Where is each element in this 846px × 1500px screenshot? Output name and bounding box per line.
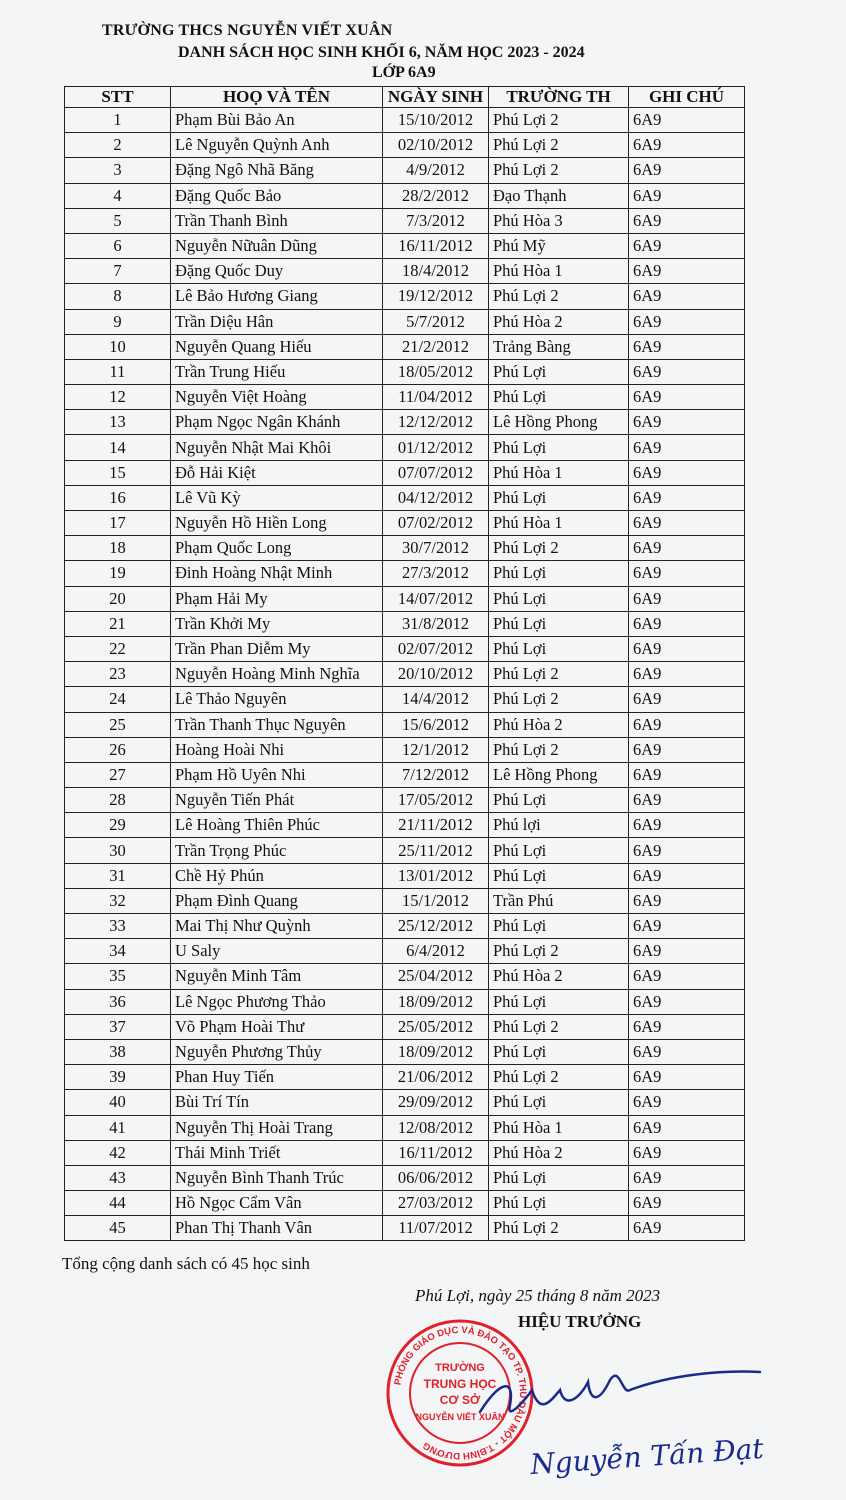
table-row (65, 435, 745, 460)
cell-school: Phú Mỹ (489, 233, 629, 258)
cell-stt: 20 (65, 586, 171, 611)
cell-note: 6A9 (629, 133, 745, 158)
column-header-school: TRƯỜNG TH (489, 87, 629, 108)
cell-name: Lê Ngọc Phương Thảo (171, 989, 383, 1014)
cell-school: Phú Lợi 2 (489, 737, 629, 762)
cell-name: Đỗ Hải Kiệt (171, 460, 383, 485)
cell-stt: 16 (65, 485, 171, 510)
cell-dob: 15/10/2012 (383, 108, 489, 133)
cell-school: Phú Hòa 2 (489, 309, 629, 334)
cell-note: 6A9 (629, 284, 745, 309)
cell-dob: 16/11/2012 (383, 1140, 489, 1165)
cell-dob: 25/12/2012 (383, 914, 489, 939)
cell-name: Trần Thanh Bình (171, 208, 383, 233)
cell-note: 6A9 (629, 737, 745, 762)
cell-school: Phú Lợi (489, 838, 629, 863)
cell-dob: 7/3/2012 (383, 208, 489, 233)
cell-school: Phú Lợi (489, 1090, 629, 1115)
table-row (65, 888, 745, 913)
cell-name: Hoàng Hoài Nhi (171, 737, 383, 762)
cell-dob: 14/07/2012 (383, 586, 489, 611)
cell-stt: 45 (65, 1216, 171, 1241)
cell-school: Phú Hòa 2 (489, 1140, 629, 1165)
cell-dob: 11/07/2012 (383, 1216, 489, 1241)
cell-dob: 20/10/2012 (383, 662, 489, 687)
table-row (65, 1039, 745, 1064)
cell-note: 6A9 (629, 1090, 745, 1115)
cell-school: Phú Lợi (489, 636, 629, 661)
cell-dob: 31/8/2012 (383, 611, 489, 636)
cell-dob: 18/4/2012 (383, 259, 489, 284)
cell-name: Nguyễn Thị Hoài Trang (171, 1115, 383, 1140)
cell-dob: 25/05/2012 (383, 1014, 489, 1039)
school-name: TRƯỜNG THCS NGUYỄN VIẾT XUÂN (102, 22, 393, 39)
cell-school: Lê Hồng Phong (489, 762, 629, 787)
cell-dob: 30/7/2012 (383, 536, 489, 561)
cell-note: 6A9 (629, 208, 745, 233)
cell-school: Phú Hòa 1 (489, 511, 629, 536)
cell-dob: 27/3/2012 (383, 561, 489, 586)
cell-stt: 25 (65, 712, 171, 737)
cell-note: 6A9 (629, 359, 745, 384)
table-row (65, 1090, 745, 1115)
cell-name: U Saly (171, 939, 383, 964)
table-row (65, 410, 745, 435)
cell-school: Phú Lợi (489, 485, 629, 510)
table-row (65, 1014, 745, 1039)
table-row (65, 863, 745, 888)
cell-school: Phú Lợi 2 (489, 536, 629, 561)
cell-school: Phú Lợi 2 (489, 1216, 629, 1241)
cell-stt: 3 (65, 158, 171, 183)
cell-stt: 6 (65, 233, 171, 258)
cell-name: Trần Thanh Thục Nguyên (171, 712, 383, 737)
cell-name: Trần Trọng Phúc (171, 838, 383, 863)
table-row (65, 536, 745, 561)
cell-stt: 18 (65, 536, 171, 561)
cell-name: Nguyễn Nữuân Dũng (171, 233, 383, 258)
cell-note: 6A9 (629, 863, 745, 888)
table-row (65, 233, 745, 258)
table-row (65, 108, 745, 133)
cell-name: Chề Hỷ Phún (171, 863, 383, 888)
cell-school: Phú Hòa 3 (489, 208, 629, 233)
cell-note: 6A9 (629, 939, 745, 964)
cell-dob: 18/09/2012 (383, 989, 489, 1014)
cell-dob: 18/05/2012 (383, 359, 489, 384)
cell-name: Đặng Ngô Nhã Băng (171, 158, 383, 183)
cell-dob: 02/10/2012 (383, 133, 489, 158)
cell-stt: 27 (65, 762, 171, 787)
cell-name: Nguyễn Quang Hiếu (171, 334, 383, 359)
cell-note: 6A9 (629, 788, 745, 813)
cell-school: Phú Lợi (489, 561, 629, 586)
date-line: Phú Lợi, ngày 25 tháng 8 năm 2023 (415, 1286, 661, 1305)
cell-stt: 10 (65, 334, 171, 359)
cell-school: Phú Lợi 2 (489, 133, 629, 158)
cell-dob: 17/05/2012 (383, 788, 489, 813)
cell-stt: 7 (65, 259, 171, 284)
cell-note: 6A9 (629, 259, 745, 284)
cell-note: 6A9 (629, 1014, 745, 1039)
cell-school: Trần Phú (489, 888, 629, 913)
cell-dob: 15/6/2012 (383, 712, 489, 737)
cell-note: 6A9 (629, 813, 745, 838)
cell-note: 6A9 (629, 762, 745, 787)
cell-note: 6A9 (629, 233, 745, 258)
cell-name: Phạm Đình Quang (171, 888, 383, 913)
cell-note: 6A9 (629, 1165, 745, 1190)
cell-stt: 33 (65, 914, 171, 939)
cell-name: Lê Nguyễn Quỳnh Anh (171, 133, 383, 158)
table-row (65, 1140, 745, 1165)
cell-note: 6A9 (629, 435, 745, 460)
cell-dob: 12/12/2012 (383, 410, 489, 435)
cell-school: Phú Lợi 2 (489, 108, 629, 133)
cell-stt: 34 (65, 939, 171, 964)
cell-dob: 5/7/2012 (383, 309, 489, 334)
cell-stt: 44 (65, 1191, 171, 1216)
cell-name: Đặng Quốc Duy (171, 259, 383, 284)
cell-note: 6A9 (629, 410, 745, 435)
cell-name: Nguyễn Hồ Hiền Long (171, 511, 383, 536)
cell-stt: 38 (65, 1039, 171, 1064)
document-title: DANH SÁCH HỌC SINH KHỐI 6, NĂM HỌC 2023 - 2024 (178, 44, 585, 61)
cell-stt: 28 (65, 788, 171, 813)
table-row (65, 611, 745, 636)
column-header-stt: STT (65, 87, 171, 108)
cell-stt: 41 (65, 1115, 171, 1140)
table-row (65, 1191, 745, 1216)
cell-note: 6A9 (629, 460, 745, 485)
cell-name: Nguyễn Nhật Mai Khôi (171, 435, 383, 460)
cell-dob: 6/4/2012 (383, 939, 489, 964)
cell-school: Phú Lợi 2 (489, 662, 629, 687)
cell-school: Trảng Bàng (489, 334, 629, 359)
cell-school: Phú Lợi (489, 989, 629, 1014)
table-header-row (65, 87, 745, 108)
cell-dob: 25/04/2012 (383, 964, 489, 989)
cell-note: 6A9 (629, 1140, 745, 1165)
table-row (65, 813, 745, 838)
cell-note: 6A9 (629, 636, 745, 661)
cell-school: Phú Lợi 2 (489, 939, 629, 964)
cell-stt: 30 (65, 838, 171, 863)
cell-stt: 35 (65, 964, 171, 989)
cell-stt: 2 (65, 133, 171, 158)
cell-name: Bùi Trí Tín (171, 1090, 383, 1115)
cell-name: Trần Khởi My (171, 611, 383, 636)
stamp-line-4: NGUYỄN VIẾT XUÂN (415, 1412, 505, 1422)
cell-dob: 21/2/2012 (383, 334, 489, 359)
table-row (65, 662, 745, 687)
cell-school: Phú Hòa 1 (489, 460, 629, 485)
cell-dob: 21/11/2012 (383, 813, 489, 838)
cell-school: Phú Lợi 2 (489, 1014, 629, 1039)
cell-note: 6A9 (629, 1115, 745, 1140)
cell-stt: 31 (65, 863, 171, 888)
cell-stt: 13 (65, 410, 171, 435)
cell-dob: 01/12/2012 (383, 435, 489, 460)
cell-stt: 4 (65, 183, 171, 208)
cell-stt: 9 (65, 309, 171, 334)
cell-dob: 16/11/2012 (383, 233, 489, 258)
cell-name: Trần Trung Hiếu (171, 359, 383, 384)
cell-note: 6A9 (629, 712, 745, 737)
cell-stt: 24 (65, 687, 171, 712)
table-row (65, 989, 745, 1014)
table-row (65, 1165, 745, 1190)
table-row (65, 385, 745, 410)
cell-note: 6A9 (629, 662, 745, 687)
cell-school: Phú Hòa 1 (489, 259, 629, 284)
table-row (65, 561, 745, 586)
cell-name: Nguyễn Tiến Phát (171, 788, 383, 813)
cell-dob: 27/03/2012 (383, 1191, 489, 1216)
table-row (65, 1065, 745, 1090)
cell-note: 6A9 (629, 183, 745, 208)
cell-school: Phú Lợi 2 (489, 284, 629, 309)
cell-note: 6A9 (629, 989, 745, 1014)
table-row (65, 687, 745, 712)
cell-school: Đạo Thạnh (489, 183, 629, 208)
cell-name: Nguyễn Minh Tâm (171, 964, 383, 989)
cell-school: Phú Lợi (489, 1039, 629, 1064)
cell-school: Phú Lợi 2 (489, 1065, 629, 1090)
table-row (65, 485, 745, 510)
cell-name: Mai Thị Như Quỳnh (171, 914, 383, 939)
cell-note: 6A9 (629, 687, 745, 712)
cell-stt: 12 (65, 385, 171, 410)
cell-school: Phú Lợi (489, 586, 629, 611)
cell-stt: 32 (65, 888, 171, 913)
table-row (65, 762, 745, 787)
cell-stt: 19 (65, 561, 171, 586)
cell-school: Phú Lợi (489, 385, 629, 410)
cell-name: Phạm Bùi Bảo An (171, 108, 383, 133)
cell-name: Lê Thảo Nguyên (171, 687, 383, 712)
cell-name: Võ Phạm Hoài Thư (171, 1014, 383, 1039)
table-row (65, 334, 745, 359)
cell-school: Phú Lợi (489, 1165, 629, 1190)
cell-school: Phú Hòa 1 (489, 1115, 629, 1140)
cell-dob: 12/1/2012 (383, 737, 489, 762)
cell-stt: 1 (65, 108, 171, 133)
cell-school: Phú Lợi (489, 863, 629, 888)
table-row (65, 259, 745, 284)
signature-scribble (470, 1360, 770, 1440)
cell-name: Phạm Quốc Long (171, 536, 383, 561)
cell-stt: 40 (65, 1090, 171, 1115)
cell-school: Phú Lợi (489, 611, 629, 636)
table-row (65, 133, 745, 158)
cell-dob: 06/06/2012 (383, 1165, 489, 1190)
cell-dob: 04/12/2012 (383, 485, 489, 510)
cell-name: Đặng Quốc Bảo (171, 183, 383, 208)
signer-name: Nguyễn Tấn Đạt (529, 1431, 765, 1482)
total-count: Tổng cộng danh sách có 45 học sinh (62, 1254, 310, 1273)
cell-note: 6A9 (629, 914, 745, 939)
cell-dob: 11/04/2012 (383, 385, 489, 410)
stamp-line-3: CƠ SỞ (439, 1393, 481, 1407)
cell-stt: 14 (65, 435, 171, 460)
cell-name: Phan Thị Thanh Vân (171, 1216, 383, 1241)
cell-school: Phú Lợi (489, 788, 629, 813)
cell-school: Phú Lợi 2 (489, 687, 629, 712)
cell-note: 6A9 (629, 838, 745, 863)
cell-note: 6A9 (629, 108, 745, 133)
table-row (65, 939, 745, 964)
cell-note: 6A9 (629, 888, 745, 913)
cell-name: Thái Minh Triết (171, 1140, 383, 1165)
principal-title: HIỆU TRƯỞNG (518, 1312, 642, 1331)
cell-school: Phú Hòa 2 (489, 712, 629, 737)
table-row (65, 838, 745, 863)
cell-note: 6A9 (629, 536, 745, 561)
cell-school: Lê Hồng Phong (489, 410, 629, 435)
table-row (65, 1216, 745, 1241)
cell-stt: 36 (65, 989, 171, 1014)
cell-name: Nguyễn Phương Thủy (171, 1039, 383, 1064)
table-row (65, 1115, 745, 1140)
cell-name: Nguyễn Việt Hoàng (171, 385, 383, 410)
cell-school: Phú Hòa 2 (489, 964, 629, 989)
cell-note: 6A9 (629, 586, 745, 611)
cell-stt: 5 (65, 208, 171, 233)
cell-dob: 07/07/2012 (383, 460, 489, 485)
cell-note: 6A9 (629, 964, 745, 989)
cell-dob: 15/1/2012 (383, 888, 489, 913)
cell-school: Phú Lợi 2 (489, 158, 629, 183)
cell-school: Phú lợi (489, 813, 629, 838)
table-row (65, 309, 745, 334)
cell-dob: 07/02/2012 (383, 511, 489, 536)
cell-stt: 11 (65, 359, 171, 384)
cell-name: Đinh Hoàng Nhật Minh (171, 561, 383, 586)
cell-name: Phạm Hồ Uyên Nhi (171, 762, 383, 787)
stamp-outer-text: PHÒNG GIÁO DỤC VÀ ĐÀO TẠO TP. THỦ DẦU MỘT - T.BÌNH DƯƠNG (392, 1324, 529, 1462)
column-header-name: HOỌ VÀ TÊN (171, 87, 383, 108)
cell-stt: 21 (65, 611, 171, 636)
table-row (65, 460, 745, 485)
cell-school: Phú Lợi (489, 435, 629, 460)
table-row (65, 964, 745, 989)
cell-name: Phạm Hải My (171, 586, 383, 611)
cell-note: 6A9 (629, 1191, 745, 1216)
cell-stt: 29 (65, 813, 171, 838)
cell-note: 6A9 (629, 611, 745, 636)
cell-note: 6A9 (629, 1216, 745, 1241)
cell-dob: 28/2/2012 (383, 183, 489, 208)
cell-name: Hồ Ngọc Cẩm Vân (171, 1191, 383, 1216)
cell-dob: 19/12/2012 (383, 284, 489, 309)
table-row (65, 788, 745, 813)
table-row (65, 712, 745, 737)
cell-name: Lê Vũ Kỳ (171, 485, 383, 510)
cell-note: 6A9 (629, 385, 745, 410)
cell-stt: 15 (65, 460, 171, 485)
cell-name: Phạm Ngọc Ngân Khánh (171, 410, 383, 435)
stamp-line-1: TRƯỜNG (435, 1362, 485, 1374)
column-header-note: GHI CHÚ (629, 87, 745, 108)
cell-note: 6A9 (629, 511, 745, 536)
cell-note: 6A9 (629, 561, 745, 586)
cell-stt: 37 (65, 1014, 171, 1039)
table-row (65, 636, 745, 661)
cell-note: 6A9 (629, 334, 745, 359)
cell-note: 6A9 (629, 1065, 745, 1090)
table-row (65, 208, 745, 233)
table-body (65, 108, 745, 1241)
cell-school: Phú Lợi (489, 914, 629, 939)
cell-dob: 21/06/2012 (383, 1065, 489, 1090)
table-row (65, 914, 745, 939)
table-row (65, 737, 745, 762)
cell-school: Phú Lợi (489, 359, 629, 384)
table-row (65, 183, 745, 208)
table-row (65, 586, 745, 611)
stamp-line-2: TRUNG HỌC (423, 1377, 497, 1391)
cell-stt: 26 (65, 737, 171, 762)
student-table (64, 86, 745, 1241)
cell-note: 6A9 (629, 158, 745, 183)
cell-school: Phú Lợi (489, 1191, 629, 1216)
cell-dob: 02/07/2012 (383, 636, 489, 661)
cell-note: 6A9 (629, 309, 745, 334)
cell-dob: 4/9/2012 (383, 158, 489, 183)
cell-note: 6A9 (629, 485, 745, 510)
cell-name: Phan Huy Tiến (171, 1065, 383, 1090)
table-row (65, 511, 745, 536)
cell-dob: 7/12/2012 (383, 762, 489, 787)
cell-name: Lê Hoàng Thiên Phúc (171, 813, 383, 838)
column-header-dob: NGÀY SINH (383, 87, 489, 108)
cell-dob: 18/09/2012 (383, 1039, 489, 1064)
cell-name: Trần Diệu Hân (171, 309, 383, 334)
cell-stt: 22 (65, 636, 171, 661)
cell-stt: 43 (65, 1165, 171, 1190)
table-row (65, 158, 745, 183)
cell-name: Nguyễn Hoàng Minh Nghĩa (171, 662, 383, 687)
table-row (65, 284, 745, 309)
cell-note: 6A9 (629, 1039, 745, 1064)
cell-dob: 14/4/2012 (383, 687, 489, 712)
cell-stt: 39 (65, 1065, 171, 1090)
cell-name: Nguyễn Bình Thanh Trúc (171, 1165, 383, 1190)
cell-name: Lê Bảo Hương Giang (171, 284, 383, 309)
class-label: LỚP 6A9 (372, 64, 436, 81)
cell-dob: 29/09/2012 (383, 1090, 489, 1115)
cell-dob: 13/01/2012 (383, 863, 489, 888)
cell-dob: 25/11/2012 (383, 838, 489, 863)
cell-stt: 8 (65, 284, 171, 309)
cell-name: Trần Phan Diễm My (171, 636, 383, 661)
cell-stt: 17 (65, 511, 171, 536)
cell-stt: 42 (65, 1140, 171, 1165)
cell-stt: 23 (65, 662, 171, 687)
cell-dob: 12/08/2012 (383, 1115, 489, 1140)
table-row (65, 359, 745, 384)
